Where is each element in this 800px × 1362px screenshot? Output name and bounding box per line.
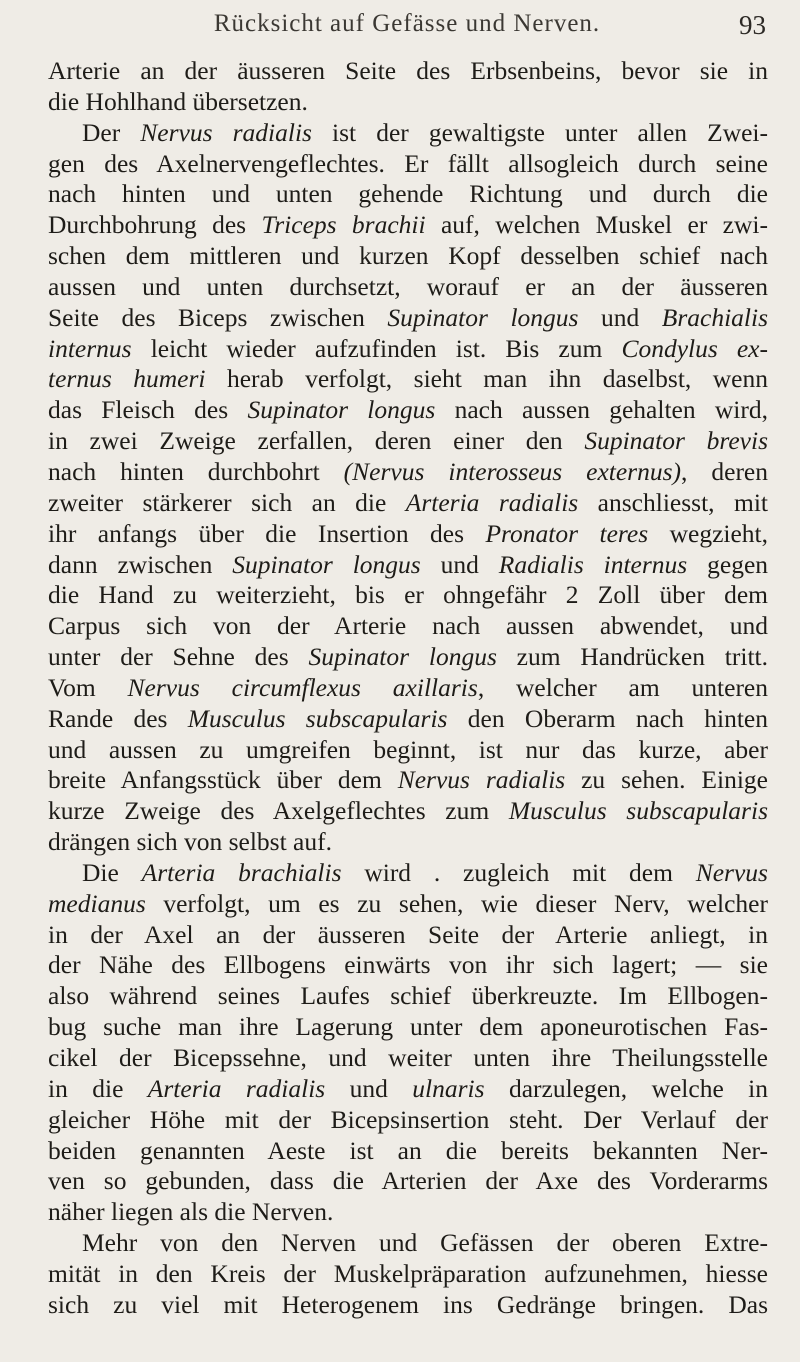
text-line — [48, 1259, 768, 1290]
running-head-title: Rücksicht auf Gefässe und Nerven. — [213, 10, 601, 37]
text-run: Der — [82, 117, 141, 147]
text-run: und — [325, 1073, 413, 1103]
italic-term: Musculus subscapularis — [508, 796, 768, 826]
text-line — [48, 950, 768, 981]
text-run: nach aussen gehalten wird, — [435, 395, 768, 425]
italic-term: Triceps brachii — [261, 210, 426, 240]
text-run: und — [420, 549, 499, 579]
text-line — [48, 272, 768, 303]
text-run: wegzieht, — [648, 518, 768, 548]
text-run: mität in den Kreis der Muskelpräparation aufzunehmen, hiesse — [48, 1258, 768, 1288]
text-line — [48, 796, 768, 827]
text-run: cikel der Bicepssehne, und weiter unten ihre Theilungsstelle — [48, 1043, 768, 1072]
text-line — [48, 118, 768, 149]
text-run: breite Anfangsstück über dem — [48, 765, 398, 795]
text-run: und — [578, 302, 662, 332]
text-run: ven so gebunden, dass die Arterien der Axe des Vorderarms — [48, 1166, 768, 1196]
text-run: zum Handrücken tritt. — [496, 642, 768, 672]
italic-term: Pronator teres — [485, 518, 649, 548]
text-run: die Hohlhand übersetzen. — [48, 86, 308, 116]
text-line — [48, 1074, 768, 1105]
running-head — [48, 10, 766, 50]
text-run: kurze Zweige des Axelgeflechtes zum — [48, 796, 509, 826]
italic-term: Brachialis — [661, 302, 768, 332]
text-line — [48, 765, 768, 796]
text-run: herab verfolgt, sieht man ihn daselbst, wenn — [205, 364, 768, 394]
italic-term: Nervus circumflexus axillaris — [127, 672, 478, 702]
text-run: Seite des Biceps zwischen — [48, 302, 388, 332]
text-line — [48, 611, 768, 642]
text-run: aussen und unten durchsetzt, worauf er an der äusseren — [48, 271, 768, 301]
italic-term: Nervus — [695, 857, 768, 887]
text-line — [48, 827, 768, 858]
text-run: die Hand zu weiterzieht, bis er ohngefähr 2 Zoll über dem — [48, 580, 768, 610]
text-run: gleicher Höhe mit der Bicepsinsertion steht. Der Verlauf der — [48, 1104, 768, 1134]
text-run: das Fleisch des — [48, 395, 248, 425]
text-line — [48, 426, 768, 457]
text-run: zu sehen. Einige — [565, 765, 768, 795]
text-line — [48, 241, 768, 272]
text-run: Die — [82, 857, 142, 887]
text-run: auf, welchen Muskel er zwi- — [425, 210, 768, 240]
text-run: beiden genannten Aeste ist an die bereits bekannten Ner- — [48, 1135, 768, 1165]
text-line — [48, 488, 768, 519]
text-line — [48, 981, 768, 1012]
text-line — [48, 56, 768, 87]
text-run: verfolgt, um es zu sehen, wie dieser Nerv, welcher — [145, 888, 768, 918]
italic-term: Arteria radialis — [147, 1073, 326, 1103]
text-line — [48, 87, 768, 118]
text-run: , welcher am unteren — [477, 672, 768, 702]
text-run: anschliesst, mit — [578, 487, 768, 517]
text-run: ist der gewaltigste unter allen Zwei- — [311, 117, 768, 147]
text-line — [48, 1290, 768, 1321]
text-run: Mehr von den Nerven und Gefässen der oberen Extre- — [82, 1228, 768, 1258]
text-run: drängen sich von selbst auf. — [48, 827, 332, 857]
text-line — [48, 303, 768, 334]
italic-term: Supinator longus — [247, 395, 436, 425]
text-line — [48, 889, 768, 920]
text-line — [48, 395, 768, 426]
italic-term: Musculus subscapularis — [187, 703, 448, 733]
italic-term: internus — [48, 333, 132, 363]
italic-term: Supinator brevis — [584, 426, 768, 456]
italic-term: ulnaris — [412, 1073, 485, 1103]
text-run: sich zu viel mit Heterogenem ins Gedränge bringen. Das — [48, 1289, 768, 1319]
text-line — [48, 858, 768, 889]
text-run: näher liegen als die Nerven. — [48, 1197, 334, 1227]
text-line — [48, 920, 768, 951]
text-run: schen dem mittleren und kurzen Kopf desselben schief nach — [48, 241, 768, 271]
italic-term: Supinator longus — [387, 302, 579, 332]
text-run: wird . zugleich mit dem — [341, 857, 696, 887]
page-number: 93 — [739, 10, 766, 40]
text-run: Vom — [48, 672, 128, 702]
italic-term: Supinator longus — [308, 642, 497, 672]
text-run: ihr anfangs über die Insertion des — [48, 518, 486, 548]
text-run: und aussen zu umgreifen beginnt, ist nur das kurze, aber — [48, 734, 768, 764]
text-run: den Oberarm nach hinten — [447, 703, 768, 733]
italic-term: Supinator longus — [232, 549, 421, 579]
text-run: Durchbohrung des — [48, 210, 262, 240]
text-run: Carpus sich von der Arterie nach aussen abwendet, und — [48, 611, 768, 641]
text-run: unter der Sehne des — [48, 642, 309, 672]
italic-term: Nervus radialis — [397, 765, 566, 795]
text-run: also während seines Laufes schief überkreuzte. Im Ellbogen- — [48, 981, 768, 1011]
text-run: , deren — [681, 456, 768, 486]
italic-term: Radialis internus — [498, 549, 688, 579]
text-run: in die — [48, 1073, 148, 1103]
text-run: der Nähe des Ellbogens einwärts von ihr sich lagert; — sie — [48, 950, 768, 980]
text-line — [48, 1228, 768, 1259]
italic-term: ternus humeri — [48, 364, 206, 394]
text-run: Rande des — [48, 703, 188, 733]
text-line — [48, 334, 768, 365]
text-line — [48, 1105, 768, 1136]
italic-term: Nervus radialis — [140, 117, 312, 147]
text-line — [48, 1012, 768, 1043]
text-run: bug suche man ihre Lagerung unter dem aponeurotischen Fas- — [48, 1012, 768, 1042]
text-run: in der Axel an der äusseren Seite der Arterie anliegt, in — [48, 919, 768, 949]
text-line — [48, 1197, 768, 1228]
text-line — [48, 210, 768, 241]
text-line — [48, 673, 768, 704]
text-line — [48, 1043, 768, 1074]
italic-term: (Nervus interosseus externus) — [343, 456, 682, 486]
italic-term: Condylus ex- — [621, 333, 768, 363]
text-run: nach hinten durchbohrt — [48, 456, 344, 486]
italic-term: Arteria radialis — [405, 487, 579, 517]
text-run: dann zwischen — [48, 549, 233, 579]
text-run: darzulegen, welche in — [484, 1073, 768, 1103]
text-run: leicht wieder aufzufinden ist. Bis zum — [131, 333, 622, 363]
text-line — [48, 457, 768, 488]
text-line — [48, 149, 768, 180]
text-line — [48, 519, 768, 550]
text-run: nach hinten und unten gehende Richtung und durch die — [48, 179, 768, 209]
text-line — [48, 580, 768, 611]
text-run: in zwei Zweige zerfallen, deren einer den — [48, 426, 585, 456]
text-line — [48, 550, 768, 581]
text-line — [48, 1166, 768, 1197]
italic-term: Arteria brachialis — [141, 857, 342, 887]
text-run: Arterie an der äusseren Seite des Erbsenbeins, bevor sie in — [48, 56, 768, 85]
text-line — [48, 1136, 768, 1167]
text-run: gegen — [687, 549, 768, 579]
text-line — [48, 735, 768, 766]
text-line — [48, 704, 768, 735]
italic-term: medianus — [48, 888, 146, 918]
text-line — [48, 179, 768, 210]
text-line — [48, 642, 768, 673]
text-run: zweiter stärkerer sich an die — [48, 487, 406, 517]
text-line — [48, 364, 768, 395]
body-text — [48, 56, 768, 1321]
text-run: gen des Axelnervengeflechtes. Er fällt allsogleich durch seine — [48, 148, 768, 178]
